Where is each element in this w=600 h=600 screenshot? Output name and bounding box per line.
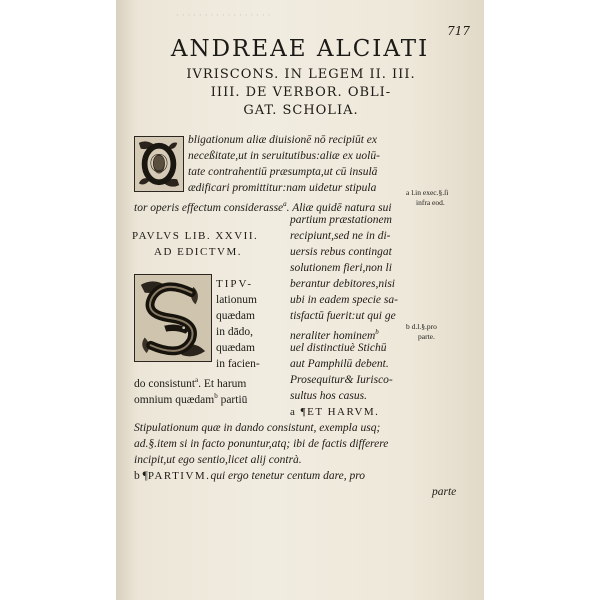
text-line: aut Pamphilū debent. bbox=[290, 358, 389, 370]
page-number: 717 bbox=[447, 24, 470, 38]
s-column: lationum quædam in dādo, quædam in facien- bbox=[216, 294, 260, 370]
text-line: tate contrahentiū præsumpta,ut cū insulā bbox=[188, 166, 378, 178]
text-line: partium præstationem bbox=[290, 214, 392, 226]
text-line: neceßitate,ut in seruitutibus:aliæ ex uolū- bbox=[188, 150, 380, 162]
text-line: tor operis effectum considerasse$^a$. Aliæ quidē natura sui bbox=[134, 200, 392, 214]
footnote-marker: b bbox=[375, 328, 379, 336]
text-line: uel distinctiuè Stichū bbox=[290, 342, 387, 354]
text-line: Prosequitur& Iurisco- bbox=[290, 374, 393, 386]
subtitle-line: GAT. SCHOLIA. bbox=[243, 103, 359, 118]
roman-text-line: do consistunt$^a$. Et harum bbox=[134, 376, 247, 390]
scholion-text-line: Stipulationum quæ in dando consistunt, exempla usq; bbox=[134, 422, 381, 434]
initial-o-letter: O bbox=[149, 151, 169, 178]
text-line: ædificari promittitur:nam uidetur stipula bbox=[188, 182, 377, 194]
initial-s-letter: S bbox=[142, 354, 147, 361]
margin-note-a: a l.in exec.§.ſi infra eod. bbox=[406, 188, 449, 207]
text-line: bligationum aliæ diuisionē nō recipiūt ex bbox=[188, 134, 377, 146]
decorated-initial-s bbox=[134, 274, 212, 362]
section-subtitle bbox=[136, 66, 466, 120]
initial-s-ornament bbox=[135, 275, 211, 361]
decorated-initial-o bbox=[134, 136, 184, 192]
initial-o-ornament bbox=[135, 137, 183, 191]
scholion-text-line: ad.§.item si in facto ponuntur,atq; ibi de factis differere bbox=[134, 438, 389, 450]
scholion-b: b ¶PARTIVM.qui ergo tenetur centum dare, pro bbox=[134, 470, 366, 482]
scholion-a-heading: a ¶ET HARVM. bbox=[290, 406, 380, 418]
text-line: neraliter hominem$^b$ bbox=[290, 328, 379, 342]
text-line: solutionem fieri,non li bbox=[290, 262, 392, 274]
subtitle-line: IIII. DE VERBOR. OBLI- bbox=[210, 85, 392, 100]
text-line: uersis rebus contingat bbox=[290, 246, 392, 258]
running-title: ANDREAE ALCIATI bbox=[170, 36, 430, 62]
stipu-opening: TIPV- bbox=[216, 278, 254, 290]
book-page: · · · · · · · · · · · · · · · · · 717 ANDREAE ALCIATI IVRISCONS. IN LEGEM II. III. IIII. DE VERBOR. OBLI- GAT. SCHOLIA. O bligationum aliæ diuisionē nō recipiūt ex neceßitate,ut in seruitutibus:aliæ ex uolū- tate contrahentiū præsumpta,ut cū insulā ædificari promittitur:nam uidetur stipula tor operis effectum considerasse$^a$. Aliæ quidē natura sui a l.in exec.§.ſi infra eod. partium præstationem recipiunt,sed ne in di- uersis rebus contingat solutionem fieri,non li berantur debitores,nisi ubi in eadem specie sa- tisfactū fuerit:ut qui ge neraliter hominem$^b$ uel distinctiuè Stichū aut Pamphilū debent. Prosequitur& Iurisco- sultus hos casus. b d.l.§.pro parte. PAVLVS LIB. XXVII. AD EDICTVM. S TIPV- lationum quædam in dādo, quædam in facien- do consistunt$^a$. Et harum omnium quædam$^b$ partiū a ¶ET HARVM. Stipulationum quæ in dando consistunt, exempla usq; ad.§.item si in facto ponuntur,atq; ibi de factis differere incipit,ut ego sentio,licet alij contrà. b ¶PARTIVM.qui ergo tenetur centum dare, pro parte bbox=[116, 0, 484, 600]
text-line: ubi in eadem specie sa- bbox=[290, 294, 398, 306]
text-line: berantur debitores,nisi bbox=[290, 278, 395, 290]
text-line: sultus hos casus. bbox=[290, 390, 367, 402]
margin-note-b: b d.l.§.pro parte. bbox=[406, 322, 437, 341]
paulus-heading: PAVLVS LIB. XXVII. bbox=[132, 230, 259, 242]
subtitle-line: IVRISCONS. IN LEGEM II. III. bbox=[186, 67, 416, 82]
text-line: tisfactū fuerit:ut qui ge bbox=[290, 310, 396, 322]
paulus-heading: AD EDICTVM. bbox=[154, 246, 242, 258]
scholion-text-line: incipit,ut ego sentio,licet alij contrà. bbox=[134, 454, 302, 466]
roman-text-line: omnium quædam$^b$ partiū bbox=[134, 392, 248, 406]
catchword: parte bbox=[432, 486, 457, 498]
text-line: recipiunt,sed ne in di- bbox=[290, 230, 391, 242]
footnote-marker: a bbox=[283, 200, 287, 208]
